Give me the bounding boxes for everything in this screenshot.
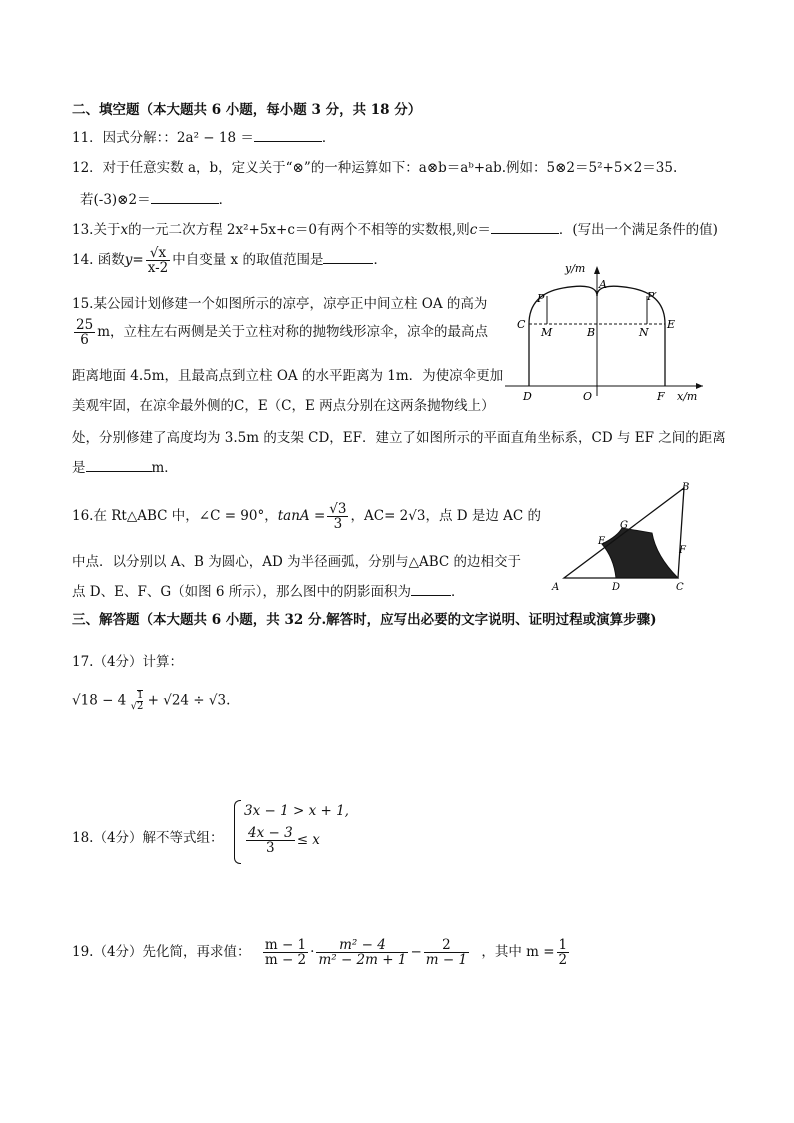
label-m: M xyxy=(541,326,553,339)
q19-f3-den: m − 1 xyxy=(425,952,468,969)
label-p-prime: P′ xyxy=(647,290,657,303)
label-f: F xyxy=(657,390,665,403)
q15-frac-num: 25 xyxy=(76,317,94,333)
q19-f2-num: m² − 4 xyxy=(316,938,408,953)
q14-frac-num: √x xyxy=(146,246,171,261)
q16-frac-den: 3 xyxy=(333,516,343,533)
label-c: C xyxy=(517,318,526,331)
q12-answer-blank[interactable] xyxy=(151,191,219,204)
q16-triangle-figure xyxy=(548,478,708,596)
label-d: D xyxy=(612,582,621,593)
shaded-region xyxy=(602,528,678,578)
q14-tail: ． xyxy=(373,252,387,269)
q17-sqrt-half: √ $\frac{1}{2}$ xyxy=(130,690,144,712)
label-x-axis: x/m xyxy=(677,390,698,403)
question-15-line6 xyxy=(72,456,178,476)
q15-fraction xyxy=(74,318,95,347)
question-12-line2 xyxy=(80,188,232,208)
q15-frac-den: 6 xyxy=(80,332,89,349)
label-d: D xyxy=(523,390,532,403)
q19-f2-den: m² − 2m + 1 xyxy=(318,952,407,969)
q11-tail: ． xyxy=(321,130,336,146)
q19-fraction-1 xyxy=(263,938,308,967)
q16-line1a: 16.在 Rt△ABC 中，∠C = 90°， xyxy=(72,508,278,525)
question-15-line5: 处，分别修建了高度均为 3.5m 的支架 CD，EF．建立了如图所示的平面直角坐标系，CD 与 EF 之间的距离 xyxy=(72,430,726,446)
x-axis-arrow xyxy=(696,383,703,389)
q13-var: x xyxy=(120,222,129,238)
label-f: F xyxy=(679,545,686,556)
q14-answer-blank[interactable] xyxy=(323,251,373,264)
question-17-label: 17.（4分）计算： xyxy=(72,654,184,670)
q13-var2: c xyxy=(469,222,478,238)
q19-m-num: 1 xyxy=(558,937,568,953)
question-15-line2 xyxy=(72,318,488,347)
label-o: O xyxy=(583,390,593,403)
q11-answer-blank[interactable] xyxy=(254,129,322,142)
q19-minus: − xyxy=(410,944,422,961)
q16-tan: tanA = xyxy=(277,508,326,525)
question-18-label: 18.（4分）解不等式组： xyxy=(72,830,224,846)
section-3-heading: 三、解答题（本大题共 6 小题，共 32 分.解答时，应写出必要的文字说明、证明过程或演算步骤) xyxy=(72,612,657,628)
q14-frac-den: x-2 xyxy=(147,260,169,277)
q15-line6-text: 是 xyxy=(72,460,86,476)
question-15-line4: 美观牢固，在凉伞最外侧的C，E（C，E 两点分别在这两条抛物线上） xyxy=(72,398,495,414)
label-g: G xyxy=(620,520,628,531)
q18-rel: ≤ x xyxy=(296,832,320,849)
question-15-line1: 15.某公园计划修建一个如图所示的凉亭，凉亭正中间立柱 OA 的高为 xyxy=(72,296,488,312)
q19-m-value xyxy=(557,938,570,967)
q18-inequality-1: 3x − 1 > x + 1, xyxy=(244,803,349,819)
label-e: E xyxy=(667,318,676,331)
q18-frac-den: 3 xyxy=(266,840,275,857)
q12-tail: ． xyxy=(218,192,233,208)
q19-f1-den: m − 2 xyxy=(264,952,307,969)
q13-mid: 的一元二次方程 2x²+5x+c＝0有两个不相等的实数根,则 xyxy=(128,222,470,238)
question-13 xyxy=(72,218,718,238)
question-16-line2: 中点．以分别以 A、B 为圆心，AD 为半径画弧，分别与△ABC 的边相交于 xyxy=(72,554,522,570)
question-16-line1 xyxy=(72,502,541,531)
q19-where: ，其中 m = xyxy=(481,944,555,961)
label-y-axis: y/m xyxy=(565,262,586,275)
q15-pavilion-figure xyxy=(505,258,710,408)
label-a: A xyxy=(599,278,607,291)
q16-tail: ． xyxy=(451,584,465,600)
q16-line3-text: 点 D、E、F、G（如图 6 所示），那么图中的阴影面积为 xyxy=(72,584,412,600)
question-19: 19.（4分）先化简，再求值： $\frac{m - 1}{m - 2}$ · $\frac{\text{m² − 4}}{\text{m² − 2m + 1}}$ − $\frac{2}{m - 1}$ ，其中 m = $\frac{1}{2}$ xyxy=(72,937,568,969)
q14-y: y xyxy=(124,252,133,269)
q11-text: 11．因式分解：：2a² − 18 ＝ xyxy=(72,130,254,146)
q16-answer-blank[interactable] xyxy=(411,583,451,596)
q15-line2-text: m，立柱左右两侧是关于立柱对称的抛物线形凉伞，凉伞的最高点 xyxy=(97,324,488,341)
label-n: N xyxy=(639,326,649,339)
q17-expr-b: + √24 ÷ √3. xyxy=(147,692,231,709)
q19-f3-num: 2 xyxy=(424,938,469,953)
label-b: B xyxy=(682,482,690,493)
q19-fraction-3 xyxy=(424,938,469,967)
section-2-heading: 二、填空题（本大题共 6 小题，每小题 3 分，共 18 分） xyxy=(72,102,422,118)
q16-frac-num: √3 xyxy=(329,501,347,517)
label-c: C xyxy=(676,582,684,593)
question-16-line3 xyxy=(72,580,465,600)
q15-answer-blank[interactable] xyxy=(86,459,152,472)
q14-suffix: 中自变量 x 的取值范围是 xyxy=(172,252,324,269)
q19-f1-num: m − 1 xyxy=(264,937,307,953)
question-12-line1: 12．对于任意实数 a，b，定义关于“⊗”的一种运算如下：a⊗b＝aᵇ+ab.例如：5⊗2＝5²+5×2＝35. xyxy=(72,160,678,176)
q18-inequality-2 xyxy=(244,826,320,855)
q16-line1b: ，AC= 2√3，点 D 是边 AC 的 xyxy=(350,508,542,525)
label-a: A xyxy=(552,582,560,593)
q13-prefix: 13.关于 xyxy=(72,222,121,238)
q15-tail: m． xyxy=(151,460,178,476)
q14-eq: = xyxy=(132,252,144,269)
q18-fraction xyxy=(246,826,295,855)
q18-brace xyxy=(234,800,241,864)
question-14 xyxy=(72,246,387,275)
q13-eq: ＝ xyxy=(477,222,491,238)
question-11 xyxy=(72,126,335,146)
q18-frac-num: 4x − 3 xyxy=(248,825,293,841)
q13-tail: ．(写出一个满足条件的值) xyxy=(558,222,718,238)
label-e: E xyxy=(598,536,606,547)
q14-prefix: 14. 函数 xyxy=(72,252,125,269)
question-17-expression xyxy=(72,690,230,712)
q19-m-den: 2 xyxy=(558,952,568,969)
q19-fraction-2 xyxy=(316,938,408,967)
label-b: B xyxy=(587,326,596,339)
q12-line2-text: 若(-3)⊗2＝ xyxy=(80,192,151,208)
y-axis-arrow xyxy=(594,266,600,274)
q19-label: 19.（4分）先化简，再求值： xyxy=(72,944,251,961)
q13-answer-blank[interactable] xyxy=(491,221,559,234)
q16-fraction xyxy=(327,502,348,531)
q14-fraction xyxy=(146,246,171,275)
q17-expr-a: √18 − 4 xyxy=(72,692,127,709)
label-p: P xyxy=(537,292,545,305)
question-15-line3: 距离地面 4.5m，且最高点到立柱 OA 的水平距离为 1m．为使凉伞更加 xyxy=(72,368,504,384)
